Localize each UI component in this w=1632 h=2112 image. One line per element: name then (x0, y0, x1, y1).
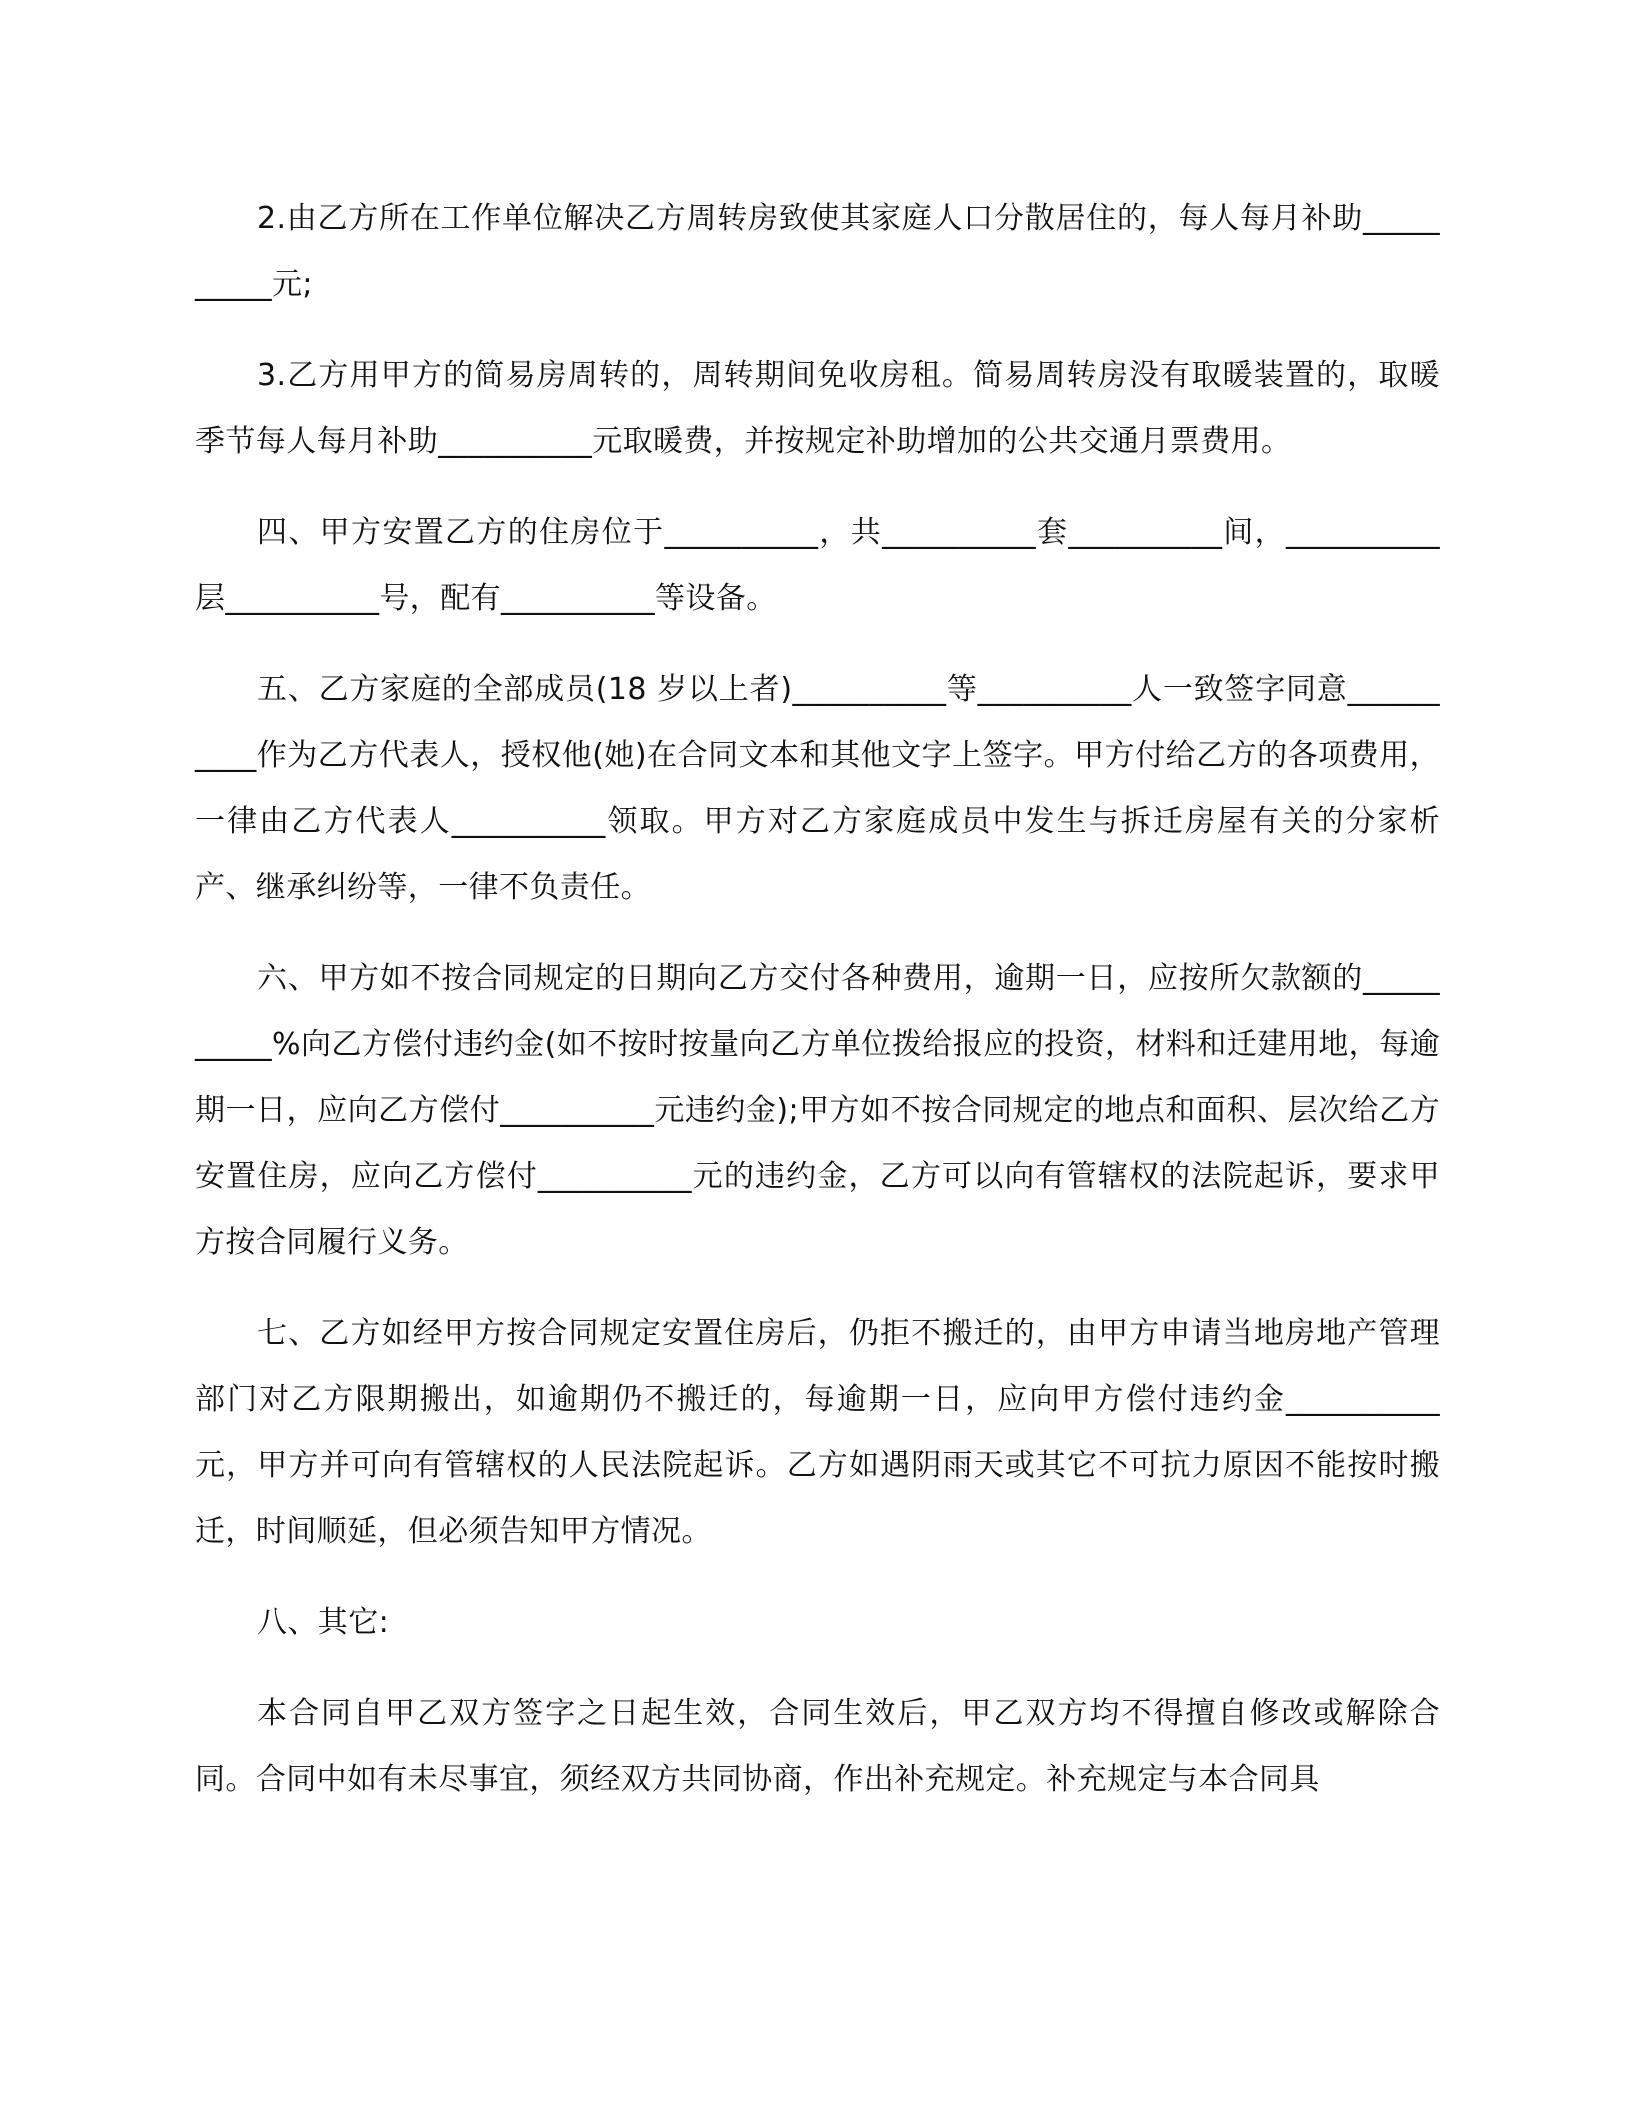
clause-3-heating-subsidy: 3.乙方用甲方的简易房周转的，周转期间免收房租。简易周转房没有取暖装置的，取暖季节每人每月补助__________元取暖费，并按规定补助增加的公共交通月票费用。 (195, 358, 1440, 459)
section-7-penalty-party-b: 七、乙方如经甲方按合同规定安置住房后，仍拒不搬迁的，由甲方申请当地房地产管理部门对乙方限期搬出，如逾期仍不搬迁的，每逾期一日，应向甲方偿付违约金__________元，甲方并可向有管辖权的人民法院起诉。乙方如遇阴雨天或其它不可抗力原因不能按时搬迁，时间顺延，但必须告知甲方情况。 (195, 1316, 1440, 1549)
clause-2-subsidy: 2.由乙方所在工作单位解决乙方周转房致使其家庭人口分散居住的，每人每月补助__________元; (195, 201, 1440, 302)
section-8-body: 本合同自甲乙双方签字之日起生效，合同生效后，甲乙双方均不得擅自修改或解除合同。合同中如有未尽事宜，须经双方共同协商，作出补充规定。补充规定与本合同具 (195, 1696, 1440, 1797)
section-4-housing-location: 四、甲方安置乙方的住房位于__________，共__________套__________间，__________层__________号，配有__________等设备。 (195, 515, 1440, 616)
section-6-penalty-party-a: 六、甲方如不按合同规定的日期向乙方交付各种费用，逾期一日，应按所欠款额的__________%向乙方偿付违约金(如不按时按量向乙方单位拨给报应的投资，材料和迁建用地，每逾期一日，应向乙方偿付__________元违约金);甲方如不按合同规定的地点和面积、层次给乙方安置住房，应向乙方偿付__________元的违约金，乙方可以向有管辖权的法院起诉，要求甲方按合同履行义务。 (195, 961, 1440, 1260)
section-5-representative: 五、乙方家庭的全部成员(18 岁以上者)__________等__________人一致签字同意__________作为乙方代表人，授权他(她)在合同文本和其他文字上签字。甲方付给乙方的各项费用，一律由乙方代表人__________领取。甲方对乙方家庭成员中发生与拆迁房屋有关的分家析产、继承纠纷等，一律不负责任。 (195, 672, 1440, 905)
section-8-heading: 八、其它: (257, 1605, 390, 1640)
document-body (195, 186, 1440, 1838)
